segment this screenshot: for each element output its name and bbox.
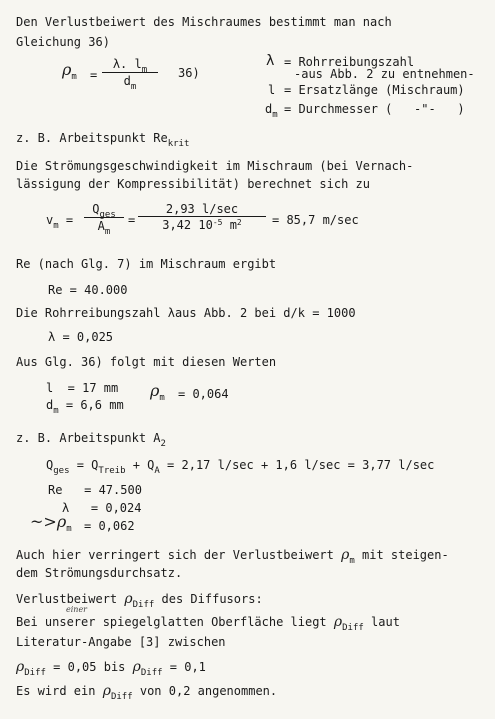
rho-symbol-1: $\rho_m$ [150, 381, 165, 403]
lambda-value-2: λ = 0,024 [62, 501, 142, 515]
conclusion-line-1: Auch hier verringert sich der Verlustbeiwert $\rho_m$ mit steigen- [16, 547, 449, 566]
aus-glg-line: Aus Glg. 36) folgt mit diesen Werten [16, 355, 277, 369]
eq36-lhs: $\rho_m$ [62, 60, 77, 82]
velocity-value-fraction: 2,93 l/sec 3,42 $10^{-5}$ $m^2$ [138, 203, 266, 231]
final-line: Es wird ein $\rho_{Diff}$ von 0,2 angenommen. [16, 683, 278, 702]
intro-line-2: Gleichung 36) [16, 35, 110, 49]
flow-sum-line: $Q_{ges} = Q_{Treib} + Q_A = 2,17$ l/sec + 1,6 l/sec = 3,77 l/sec [46, 458, 435, 476]
example2-heading: z. B. Arbeitspunkt $A_2$ [16, 431, 166, 449]
eq36-fraction [102, 57, 158, 92]
velocity-q-over-a: $Q_{ges}$ $A_m$ [84, 203, 124, 233]
eq36-numerator: λ. $l_m$ [102, 58, 158, 73]
legend-l-text: = Ersatzlänge (Mischraum) [284, 83, 465, 97]
eq36-number: 36) [178, 66, 200, 80]
eq36-denominator: $d_m$ [123, 74, 137, 92]
legend-lambda-text2: -aus Abb. 2 zu entnehmen- [294, 67, 475, 81]
example1-text-1: Die Strömungsgeschwindigkeit im Mischraum (bei Vernach- [16, 159, 414, 173]
example1-text-2: lässigung der Kompressibilität) berechnet sich zu [16, 177, 371, 191]
example1-heading: z. B. Arbeitspunkt $Re_{krit}$ [16, 131, 190, 149]
rho-value-1: = 0,064 [178, 387, 229, 401]
rohrreibung-line: Die Rohrreibungszahl λaus Abb. 2 bei d/k = 1000 [16, 306, 356, 320]
velocity-lhs: $v_m$ = [46, 213, 74, 231]
legend-d-symbol: $d_m$ [265, 102, 278, 120]
lambda-value-1: λ = 0,025 [48, 330, 114, 344]
intro-line-1: Den Verlustbeiwert des Mischraumes bestimmt man nach [16, 15, 392, 29]
eq36-equals: = [90, 68, 98, 82]
l-value: l = 17 mm [46, 381, 119, 395]
re-line: Re (nach Glg. 7) im Mischraum ergibt [16, 257, 277, 271]
rho-value-2: = 0,062 [84, 519, 135, 533]
legend-l-symbol: l [268, 83, 276, 97]
re-value-2: Re = 47.500 [48, 483, 142, 497]
range-line: $\rho_{Diff} = 0,05$ bis $\rho_{Diff} = 0,1$ [16, 659, 206, 678]
d-value: $d_m = 6,6$ mm [46, 398, 124, 416]
surface-line: Bei unserer spiegelglatten Oberfläche liegt $\rho_{Diff}$ laut [16, 614, 400, 633]
legend-lambda-text: = Rohrreibungszahl [284, 55, 415, 69]
velocity-equals: = [128, 213, 136, 227]
re-value: Re = 40.000 [48, 283, 128, 297]
legend-lambda-symbol: λ [266, 53, 275, 69]
diffusor-heading: Verlustbeiwert $\rho_{Diff}$ des Diffusors: [16, 591, 263, 610]
rho-symbol-2: $\sim>\rho_m$ [30, 512, 72, 534]
conclusion-line-2: dem Strömungsdurchsatz. [16, 566, 183, 580]
legend-d-text: = Durchmesser ( -"- ) [284, 102, 465, 116]
literature-line: Literatur-Angabe [3] zwischen [16, 635, 226, 649]
velocity-result: = 85,7 m/sec [272, 213, 359, 227]
handwritten-note: einer [66, 605, 88, 614]
